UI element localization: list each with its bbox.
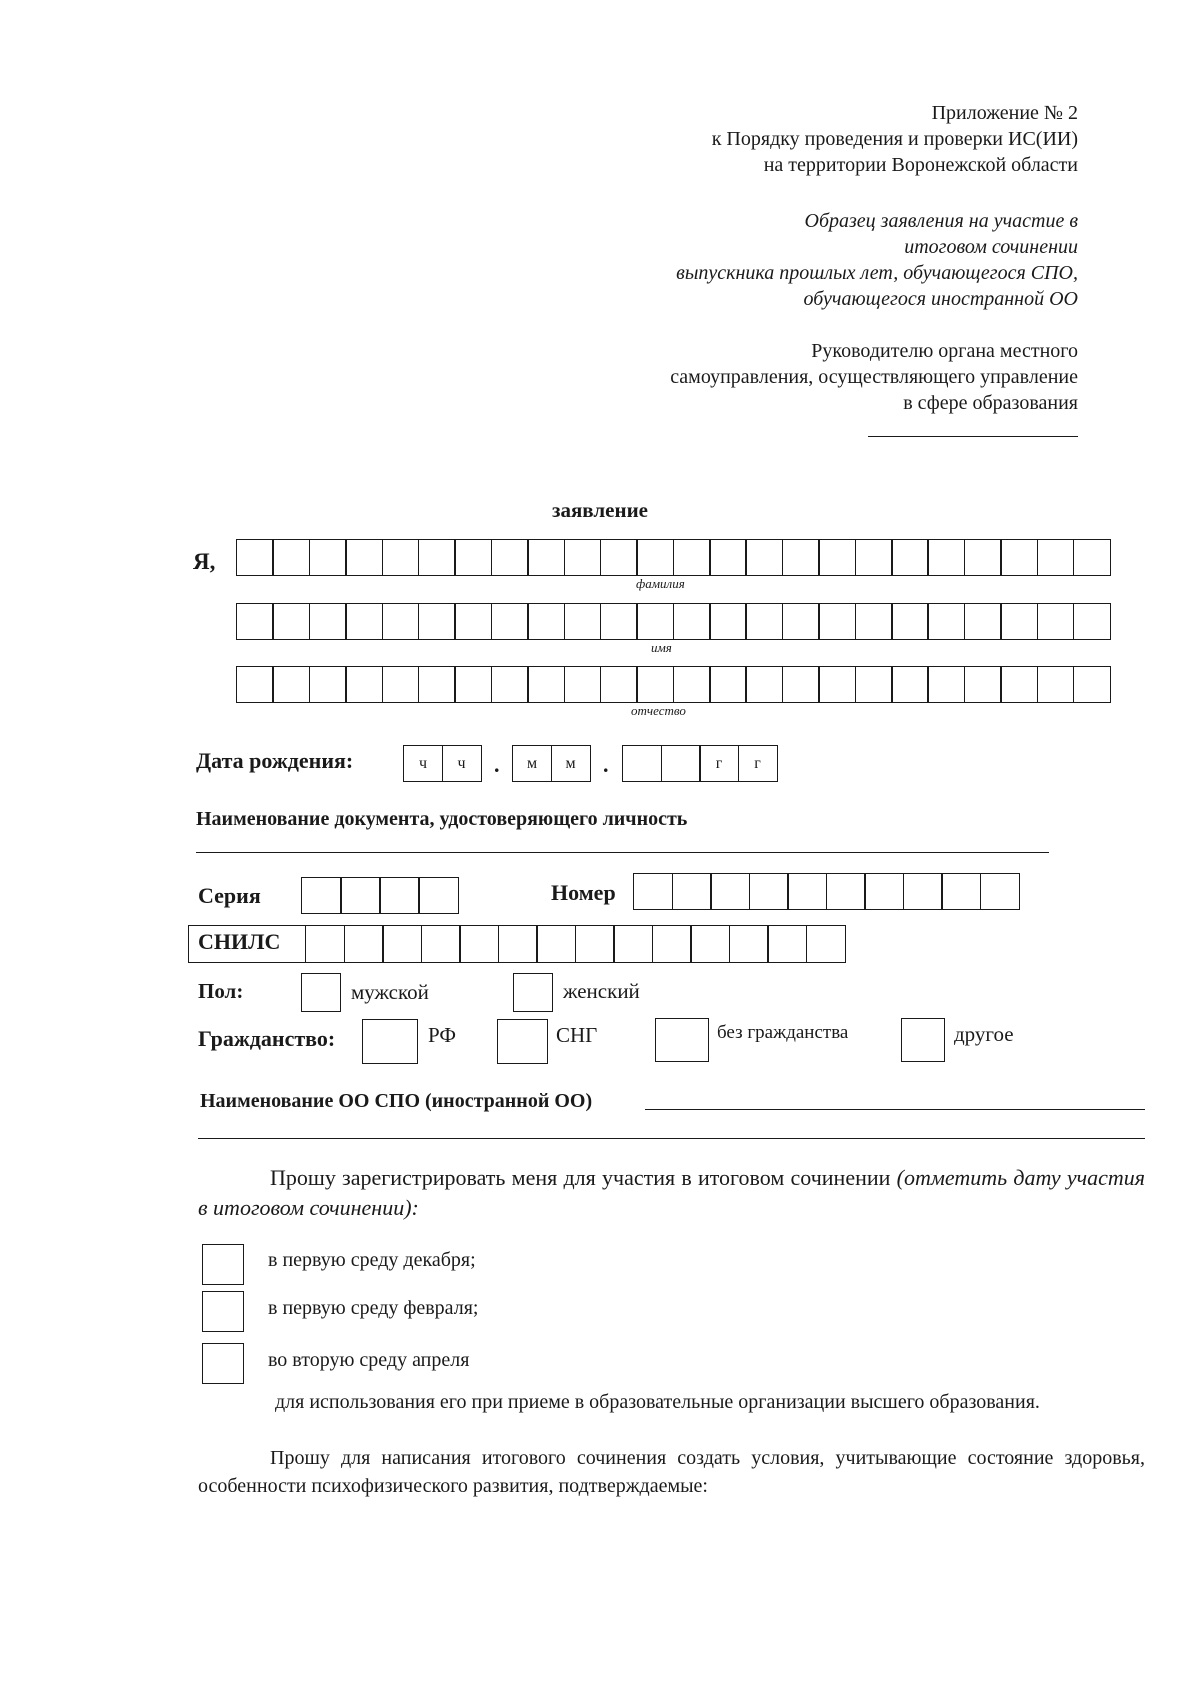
number-cell[interactable] [672, 873, 712, 910]
sample-note [676, 208, 1078, 312]
surname-cell[interactable] [382, 539, 420, 576]
birth-year-grid[interactable] [622, 745, 778, 782]
surname-cell[interactable] [527, 539, 565, 576]
patronymic-cell[interactable] [491, 666, 529, 703]
intro-text: Прошу зарегистрировать меня для участия в итоговом сочинении [270, 1165, 891, 1190]
series-cell[interactable] [301, 877, 342, 914]
gender-female-checkbox[interactable] [513, 973, 553, 1012]
snils-cell[interactable] [498, 925, 538, 963]
birth-separator: . [603, 752, 609, 777]
patronymic-cell[interactable] [454, 666, 492, 703]
name-caption: имя [651, 640, 672, 655]
id-document-line[interactable] [196, 852, 1049, 853]
birth-year-cell[interactable]: г [699, 745, 739, 782]
snils-cell[interactable] [344, 925, 384, 963]
birth-day-grid[interactable] [403, 745, 482, 782]
birth-year-cell[interactable] [622, 745, 662, 782]
patronymic-cell[interactable] [418, 666, 456, 703]
snils-cell[interactable] [652, 925, 692, 963]
addressee-line: в сфере образования [903, 392, 1078, 414]
surname-cell[interactable] [818, 539, 856, 576]
name-cell[interactable] [309, 603, 347, 640]
form-title: заявление [552, 498, 648, 522]
snils-cell[interactable] [382, 925, 422, 963]
patronymic-cell[interactable] [527, 666, 565, 703]
birth-day-cell[interactable]: ч [442, 745, 482, 782]
name-cell[interactable] [709, 603, 747, 640]
surname-grid[interactable] [236, 539, 1111, 576]
snils-label: СНИЛС [198, 929, 281, 954]
citizenship-rf-checkbox[interactable] [362, 1019, 418, 1064]
surname-cell[interactable] [636, 539, 674, 576]
patronymic-cell[interactable] [1000, 666, 1038, 703]
conditions-paragraph: Прошу для написания итогового сочинения создать условия, учитывающие состояние здоровья, особенности психофизического развития, подтверждаемые: [198, 1447, 1145, 1497]
citizenship-cis-checkbox[interactable] [497, 1019, 548, 1064]
surname-cell[interactable] [855, 539, 893, 576]
ya-label: Я, [193, 549, 216, 574]
surname-cell[interactable] [491, 539, 529, 576]
name-cell[interactable] [418, 603, 456, 640]
sample-line: Образец заявления на участие в [804, 210, 1078, 232]
birth-day-cell[interactable]: ч [403, 745, 443, 782]
snils-grid[interactable] [305, 925, 846, 963]
name-cell[interactable] [491, 603, 529, 640]
snils-cell[interactable] [536, 925, 576, 963]
patronymic-cell[interactable] [709, 666, 747, 703]
surname-cell[interactable] [345, 539, 383, 576]
purpose-text: для использования его при приеме в образовательные организации высшего образования. [275, 1391, 1040, 1413]
birth-month-cell[interactable]: м [551, 745, 591, 782]
addressee-line: Руководителю органа местного [811, 340, 1078, 362]
patronymic-cell[interactable] [1037, 666, 1075, 703]
snils-cell[interactable] [421, 925, 461, 963]
number-cell[interactable] [787, 873, 827, 910]
surname-cell[interactable] [454, 539, 492, 576]
patronymic-cell[interactable] [891, 666, 929, 703]
snils-cell[interactable] [806, 925, 846, 963]
number-cell[interactable] [633, 873, 673, 910]
surname-cell[interactable] [272, 539, 310, 576]
citizenship-cis-label: СНГ [556, 1023, 598, 1047]
gender-label: Пол: [198, 979, 244, 1003]
gender-male-checkbox[interactable] [301, 973, 341, 1012]
addressee-line: самоуправления, осуществляющего управление [670, 366, 1078, 388]
patronymic-cell[interactable] [745, 666, 783, 703]
name-cell[interactable] [564, 603, 602, 640]
surname-cell[interactable] [927, 539, 965, 576]
surname-cell[interactable] [745, 539, 783, 576]
series-label: Серия [198, 883, 261, 908]
snils-cell[interactable] [613, 925, 653, 963]
citizenship-other-label: другое [954, 1022, 1014, 1046]
id-document-label: Наименование документа, удостоверяющего личность [196, 808, 688, 830]
patronymic-caption: отчество [631, 703, 686, 718]
surname-cell[interactable] [673, 539, 711, 576]
name-cell[interactable] [1000, 603, 1038, 640]
organization-line-1[interactable] [645, 1109, 1145, 1110]
name-cell[interactable] [782, 603, 820, 640]
number-grid[interactable] [633, 873, 1020, 910]
name-cell[interactable] [636, 603, 674, 640]
patronymic-cell[interactable] [636, 666, 674, 703]
patronymic-cell[interactable] [964, 666, 1002, 703]
patronymic-cell[interactable] [382, 666, 420, 703]
number-cell[interactable] [980, 873, 1020, 910]
date-option-3-checkbox[interactable] [202, 1343, 244, 1384]
surname-cell[interactable] [782, 539, 820, 576]
patronymic-cell[interactable] [818, 666, 856, 703]
citizenship-stateless-label: без гражданства [717, 1022, 849, 1043]
date-option-1-label: в первую среду декабря; [268, 1249, 476, 1271]
name-cell[interactable] [272, 603, 310, 640]
patronymic-cell[interactable] [345, 666, 383, 703]
name-cell[interactable] [527, 603, 565, 640]
name-cell[interactable] [600, 603, 638, 640]
date-option-3-label: во вторую среду апреля [268, 1349, 470, 1371]
citizenship-label: Гражданство: [198, 1026, 336, 1051]
name-cell[interactable] [855, 603, 893, 640]
series-cell[interactable] [379, 877, 420, 914]
date-option-2-checkbox[interactable] [202, 1291, 244, 1332]
number-cell[interactable] [941, 873, 981, 910]
patronymic-grid[interactable] [236, 666, 1111, 703]
name-cell[interactable] [345, 603, 383, 640]
surname-cell[interactable] [418, 539, 456, 576]
snils-cell[interactable] [729, 925, 769, 963]
sample-line: обучающегося иностранной ОО [803, 288, 1078, 310]
series-grid[interactable] [301, 877, 459, 914]
birth-separator: . [494, 752, 500, 777]
intro-italic-text: (отметить дату участия в итоговом сочинении): [198, 1165, 1145, 1220]
birth-year-cell[interactable] [661, 745, 701, 782]
surname-cell[interactable] [1000, 539, 1038, 576]
citizenship-other-checkbox[interactable] [901, 1018, 945, 1062]
date-option-1-checkbox[interactable] [202, 1244, 244, 1285]
name-cell[interactable] [1073, 603, 1111, 640]
name-cell[interactable] [964, 603, 1002, 640]
organization-label: Наименование ОО СПО (иностранной ОО) [200, 1090, 593, 1112]
gender-male-label: мужской [351, 980, 429, 1004]
birth-month-cell[interactable]: м [512, 745, 552, 782]
name-cell[interactable] [745, 603, 783, 640]
name-cell[interactable] [891, 603, 929, 640]
name-cell[interactable] [818, 603, 856, 640]
name-grid[interactable] [236, 603, 1111, 640]
birth-year-cell[interactable]: г [738, 745, 778, 782]
citizenship-stateless-checkbox[interactable] [655, 1018, 709, 1062]
series-cell[interactable] [418, 877, 459, 914]
patronymic-cell[interactable] [782, 666, 820, 703]
patronymic-cell[interactable] [600, 666, 638, 703]
date-option-2-label: в первую среду февраля; [268, 1297, 479, 1319]
snils-cell[interactable] [305, 925, 345, 963]
surname-cell[interactable] [564, 539, 602, 576]
snils-cell[interactable] [575, 925, 615, 963]
addressee-block [670, 338, 1078, 416]
birth-month-grid[interactable] [512, 745, 591, 782]
number-cell[interactable] [903, 873, 943, 910]
sample-line: итоговом сочинении [904, 236, 1078, 258]
number-cell[interactable] [749, 873, 789, 910]
surname-cell[interactable] [964, 539, 1002, 576]
surname-caption: фамилия [636, 576, 685, 591]
snils-cell[interactable] [767, 925, 807, 963]
patronymic-cell[interactable] [673, 666, 711, 703]
surname-cell[interactable] [891, 539, 929, 576]
patronymic-cell[interactable] [927, 666, 965, 703]
series-cell[interactable] [340, 877, 381, 914]
patronymic-cell[interactable] [236, 666, 274, 703]
snils-cell[interactable] [690, 925, 730, 963]
surname-cell[interactable] [709, 539, 747, 576]
snils-cell[interactable] [459, 925, 499, 963]
name-cell[interactable] [236, 603, 274, 640]
number-cell[interactable] [826, 873, 866, 910]
number-cell[interactable] [710, 873, 750, 910]
name-cell[interactable] [382, 603, 420, 640]
appendix-line: Приложение № 2 [931, 102, 1078, 124]
name-cell[interactable] [1037, 603, 1075, 640]
citizenship-rf-label: РФ [428, 1023, 456, 1047]
birth-date-label: Дата рождения: [196, 748, 354, 773]
name-cell[interactable] [927, 603, 965, 640]
surname-cell[interactable] [1073, 539, 1111, 576]
intro-paragraph [198, 1163, 1145, 1223]
number-cell[interactable] [864, 873, 904, 910]
surname-cell[interactable] [236, 539, 274, 576]
number-label: Номер [551, 880, 616, 905]
surname-cell[interactable] [309, 539, 347, 576]
appendix-block [712, 100, 1078, 178]
patronymic-cell[interactable] [309, 666, 347, 703]
appendix-line: на территории Воронежской области [763, 154, 1078, 176]
organization-line-2[interactable] [198, 1138, 1145, 1139]
appendix-line: к Порядку проведения и проверки ИС(ИИ) [711, 128, 1078, 150]
surname-cell[interactable] [600, 539, 638, 576]
sample-line: выпускника прошлых лет, обучающегося СПО, [676, 262, 1078, 284]
name-cell[interactable] [673, 603, 711, 640]
name-cell[interactable] [454, 603, 492, 640]
patronymic-cell[interactable] [272, 666, 310, 703]
patronymic-cell[interactable] [855, 666, 893, 703]
addressee-signature-line[interactable] [868, 436, 1078, 437]
patronymic-cell[interactable] [564, 666, 602, 703]
gender-female-label: женский [563, 979, 640, 1003]
patronymic-cell[interactable] [1073, 666, 1111, 703]
surname-cell[interactable] [1037, 539, 1075, 576]
